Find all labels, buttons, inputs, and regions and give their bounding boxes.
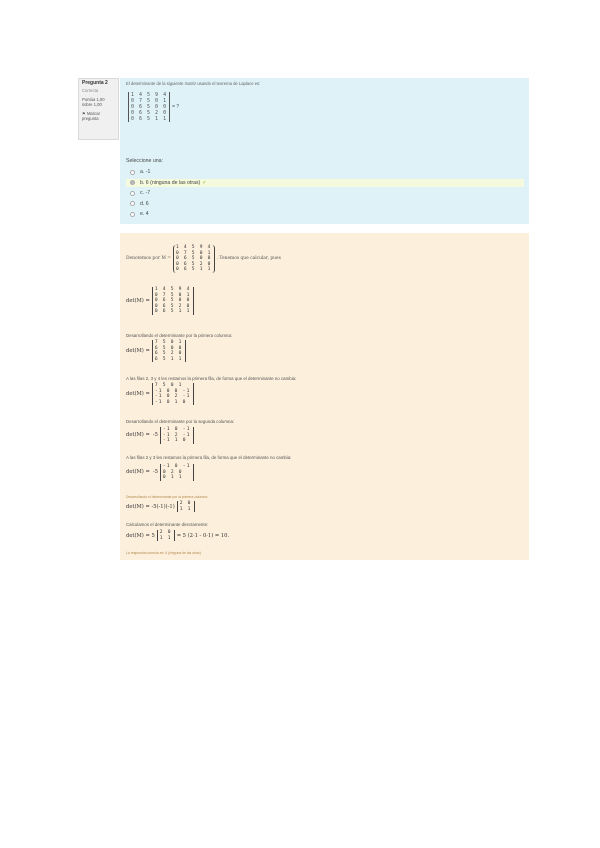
correct-answer-note: La respuesta correcta es: 6 (ninguna de las otras) xyxy=(126,551,201,555)
intro-text: Denotemos por M = xyxy=(126,256,171,262)
det-matrix xyxy=(152,383,194,405)
explanation-line: A las filas 2, 3 y 4 les restamos la primera fila, de forma que el determinante no cambia: xyxy=(126,376,297,381)
matrix-row: 7 5 0 1 xyxy=(154,340,183,345)
matrix-row: 1 4 5 9 4 xyxy=(175,245,212,250)
matrix-row: 1 1 xyxy=(179,506,192,512)
det-expression: det(M) = 5 xyxy=(126,532,155,539)
det-matrix xyxy=(177,501,195,512)
det-step-6 xyxy=(126,501,195,512)
matrix-row: 6 5 0 0 xyxy=(154,345,183,351)
coefficient: -5 xyxy=(152,469,158,476)
answer-option-d[interactable] xyxy=(126,200,524,208)
matrix-equals: = ? xyxy=(172,104,180,110)
matrix-row: -1 0 -1 xyxy=(162,464,191,469)
matrix-row: -1 0 2 -1 xyxy=(154,394,191,400)
answer-option-e[interactable] xyxy=(126,210,524,218)
option-text: 6 (ninguna de las otras) xyxy=(145,179,201,186)
matrix-row: 1 4 5 9 4 xyxy=(154,287,191,292)
matrix-row: 0 6 5 2 0 xyxy=(131,110,168,116)
question-number: Pregunta 2 xyxy=(82,80,108,86)
question-info-panel xyxy=(78,78,119,140)
question-text: El determinante de la siguiente matriz usando el teorema de Laplace es: xyxy=(126,81,261,86)
det-step-4 xyxy=(126,427,194,444)
answer-option-c[interactable] xyxy=(126,189,524,197)
matrix-row: -1 0 1 0 xyxy=(154,399,187,405)
matrix-row: 0 1 1 xyxy=(162,475,183,481)
matrix-row: 6 5 2 0 xyxy=(154,351,183,357)
det-step-7 xyxy=(126,530,229,541)
answer-options xyxy=(126,168,524,221)
flag-icon: ⚑ xyxy=(82,110,86,116)
det-matrix xyxy=(157,530,175,541)
matrix-row: 1 1 xyxy=(159,535,172,541)
option-letter: d. xyxy=(140,200,145,207)
radio-icon[interactable] xyxy=(130,191,135,196)
explanation-line: Calculamos el determinante directamente: xyxy=(126,522,209,527)
option-letter: b. xyxy=(140,179,145,186)
question-score: Puntúa 1,00 sobre 1,00 xyxy=(82,96,105,108)
radio-icon[interactable] xyxy=(130,212,135,217)
matrix-row: -1 0 0 -1 xyxy=(154,388,191,394)
matrix-row: -1 0 -1 xyxy=(162,427,191,432)
det-matrix xyxy=(152,340,186,362)
matrix-row: -1 1 0 xyxy=(162,438,187,444)
matrix-m xyxy=(173,245,215,273)
det-matrix xyxy=(152,287,194,315)
explanation-note: Desarrollando el determinante por la primera columna: xyxy=(126,495,208,499)
matrix-row: 2 0 xyxy=(179,501,192,506)
matrix-row: 6 5 1 1 xyxy=(154,356,183,362)
question-status: Correcta xyxy=(82,88,99,94)
matrix-row: 0 7 5 0 1 xyxy=(154,292,191,298)
matrix-row: 0 6 5 2 0 xyxy=(154,303,191,309)
matrix-row: 0 6 5 1 1 xyxy=(154,309,191,315)
det-result: = 5 (2·1 - 0·1) = 10. xyxy=(176,532,230,539)
option-text: 6 xyxy=(145,200,149,207)
select-label: Seleccione una: xyxy=(126,158,163,164)
det-label: det(M) = xyxy=(126,391,150,398)
matrix-row: -1 2 -1 xyxy=(162,432,191,438)
question-panel xyxy=(120,78,529,224)
matrix-row: 0 6 5 2 0 xyxy=(175,261,212,267)
det-matrix xyxy=(160,427,194,444)
explanation-line: Desarrollando el determinante por la primera columna: xyxy=(126,333,233,338)
option-letter: e. xyxy=(140,211,145,217)
det-step-5 xyxy=(126,464,194,481)
option-text: -1 xyxy=(145,169,151,175)
option-letter: a. xyxy=(140,169,145,175)
det-step-3 xyxy=(126,383,194,405)
radio-icon[interactable] xyxy=(130,170,135,175)
det-label: det(M) = xyxy=(126,432,150,439)
matrix-row: 0 2 0 xyxy=(162,469,183,475)
det-label: det(M) = xyxy=(126,348,150,355)
matrix-row: 0 7 5 0 1 xyxy=(131,98,168,104)
option-text: 4 xyxy=(145,211,149,217)
feedback-intro xyxy=(126,245,281,273)
matrix-row: 0 6 5 1 1 xyxy=(175,267,212,273)
matrix-row: 0 6 5 0 0 xyxy=(175,256,212,262)
option-text: -7 xyxy=(145,190,151,196)
explanation-line: Desarrollando el determinante por la segunda columna: xyxy=(126,419,235,424)
matrix-row: 7 5 0 1 xyxy=(154,383,183,388)
matrix-row: 0 6 5 1 1 xyxy=(131,116,168,122)
radio-icon[interactable] xyxy=(130,201,135,206)
det-matrix xyxy=(160,464,194,481)
explanation-line: A las filas 2 y 3 les restamos la primera fila, de forma que el determinante no cambia: xyxy=(126,455,292,460)
answer-option-b[interactable] xyxy=(126,179,524,187)
det-label: det(M) = xyxy=(126,297,150,304)
answer-option-a[interactable] xyxy=(126,168,524,176)
feedback-panel xyxy=(120,233,529,560)
check-icon: ✓ xyxy=(202,179,207,186)
det-step-2 xyxy=(126,340,186,362)
option-letter: c. xyxy=(140,190,145,196)
det-expression: det(M) = -5(-1)(-1) xyxy=(126,503,175,510)
radio-icon[interactable] xyxy=(130,180,135,185)
coefficient: -5 xyxy=(152,432,158,439)
intro-text-post: . Tenemos que calcular, pues xyxy=(216,256,281,262)
flag-label: Marcar pregunta xyxy=(82,110,100,122)
det-label: det(M) = xyxy=(126,469,150,476)
det-step-1 xyxy=(126,287,194,315)
matrix-row: 0 7 5 0 1 xyxy=(175,250,212,256)
matrix-row: 1 4 5 9 4 xyxy=(131,92,168,98)
flag-question-link[interactable] xyxy=(82,111,115,122)
matrix-row: 2 0 xyxy=(159,530,172,535)
matrix-row: 0 6 5 0 0 xyxy=(154,298,191,304)
question-matrix xyxy=(128,92,170,122)
matrix-row: 0 6 5 0 0 xyxy=(131,104,168,110)
